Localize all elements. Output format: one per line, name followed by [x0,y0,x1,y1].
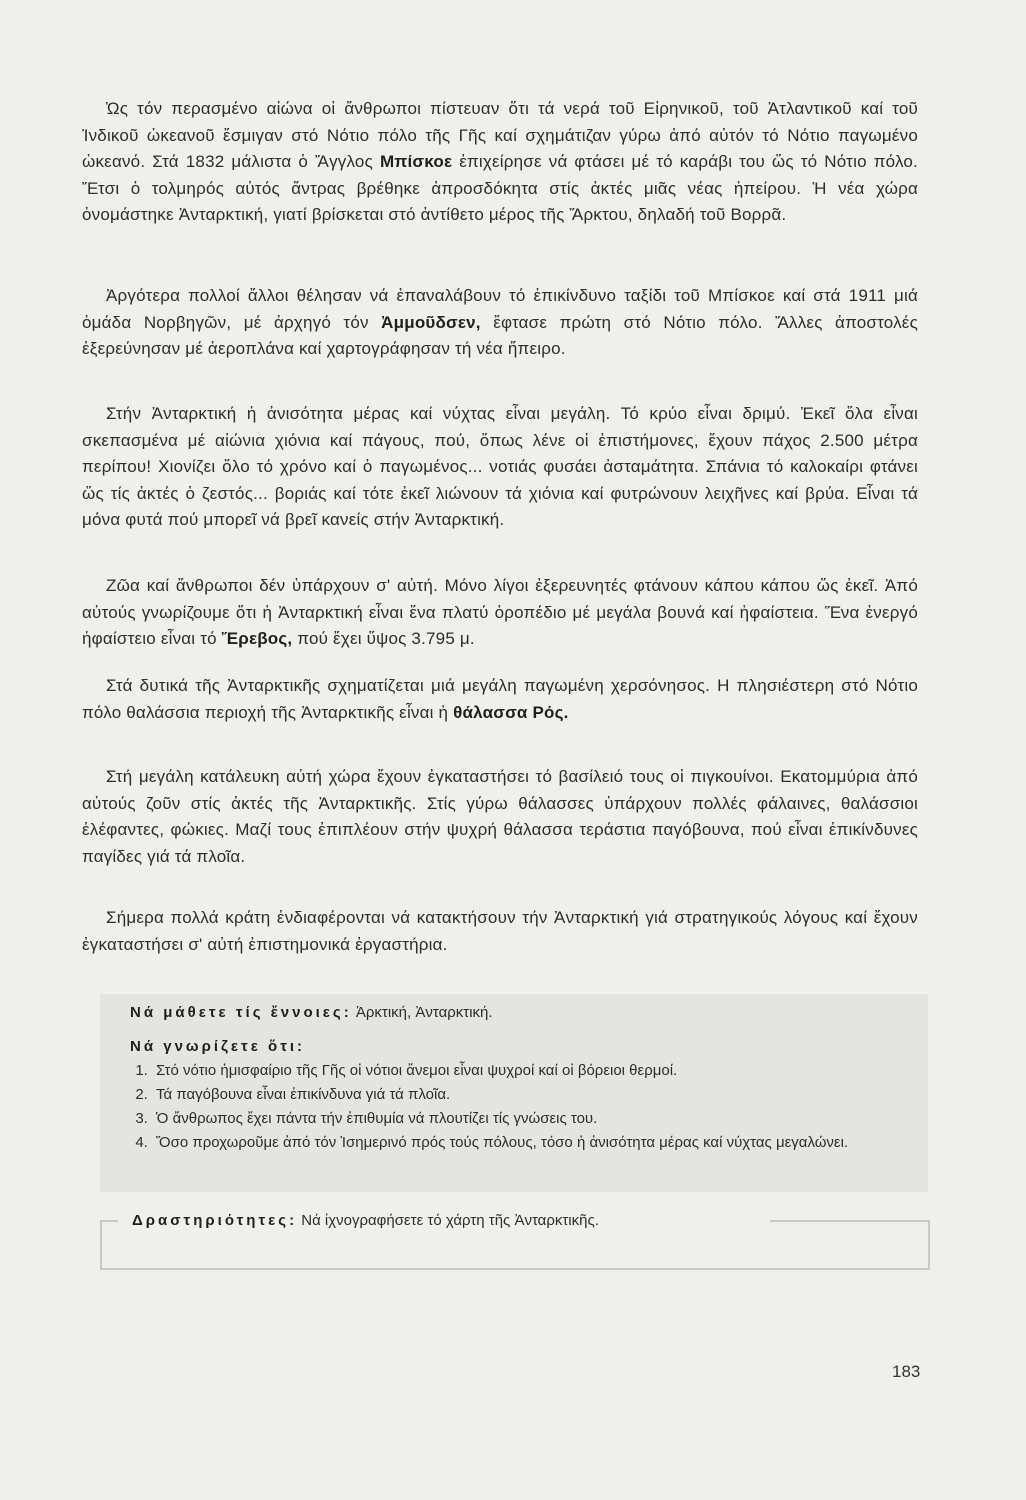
paragraph-3 [82,401,918,534]
activity-row [132,1210,599,1232]
p5-text-a: Στά δυτικά τῆς Ἀνταρκτικῆς σχηματίζεται μιά μεγάλη παγωμένη χερσόνησος. Η πλησιέστερη στό Νότιο πόλο θαλάσσια περιοχή τῆς Ἀνταρκτικῆς εἶναι ἡ [82,676,918,722]
paragraph-7 [82,905,918,958]
p4-bold-term: Ἔρεβος, [221,629,293,649]
p2-text-a: Ἀργότερα πολλοί ἄλλοι θέλησαν νά ἐπαναλάβουν τό ἐπικίνδυνο ταξίδι τοῦ Μπίσκοε καί στά 1911 μιά ὁμάδα Νορβηγῶν, μέ ἀρχηγό τόν [82,286,918,332]
p1-text-a: Ὡς τόν περασμένο αἰώνα οἱ ἄνθρωποι πίστευαν ὅτι τά νερά τοῦ Εἰρηνικοῦ, τοῦ Ἀτλαντικοῦ καί τοῦ Ἰνδικοῦ ὠκεανοῦ ἔσμιγαν στό Νότιο πόλο τῆς Γῆς καί σχημάτιζαν γύρω ἀπό αὐτόν τό Νότιο παγωμένο ὠκεανό. Στά 1832 μάλιστα ὁ Ἄγγλος [82,99,918,172]
p4-text-a: Ζῶα καί ἄνθρωποι δέν ὑπάρχουν σ' αὐτή. Μόνο λίγοι ἐξερευνητές φτάνουν κάπου κάπου ὥς ἐκεῖ. Ἀπό αὐτούς γνωρίζουμε ὅτι ἡ Ἀνταρκτική εἶναι ἕνα πλατύ ὀροπέδιο μέ μεγάλα βουνά καί ἡφαίστεια. Ἕνα ἐνεργό ἡφαίστειο εἶναι τό [82,576,918,649]
p1-text-c: ἐπιχείρησε νά φτάσει μέ τό καράβι του ὥς τό Νότιο πόλο. Ἔτσι ὁ τολμηρός αὐτός ἄντρας βρέθηκε ἀπροσδόκητα στίς ἀκτές μιᾶς νέας ἠπείρου. Ἡ νέα χώρα ὀνομάστηκε Ἀνταρκτική, γιατί βρίσκεται στό ἀντίθετο μέρος τῆς Ἄρκτου, δηλαδή τοῦ Βορρᾶ. [82,152,918,225]
paragraph-2 [82,283,918,363]
facts-list [130,1060,912,1156]
fact-item: 1. Στό νότιο ἡμισφαίριο τῆς Γῆς οἱ νότιοι ἄνεμοι εἶναι ψυχροί καί οἱ βόρειοι θερμοί. [152,1060,912,1082]
paragraph-4 [82,573,918,653]
know-label: Νά γνωρίζετε ὅτι: [130,1038,306,1055]
summary-box [100,994,928,1192]
p6-text: Στή μεγάλη κατάλευκη αὐτή χώρα ἔχουν ἐγκαταστήσει τό βασίλειό τους οἱ πιγκουίνοι. Εκατομμύρια ἀπό αὐτούς ζοῦν στίς ἀκτές τῆς Ἀνταρκτικῆς. Στίς γύρω θάλασσες ὑπάρχουν πολλές φάλαινες, θαλάσσιοι ἐλέφαντες, φώκιες. Μαζί τους ἐπιπλέουν στήν ψυχρή θάλασσα τεράστια παγόβουνα, πού εἶναι ἐπικίνδυνες παγίδες γιά τά πλοῖα. [82,767,918,866]
fact-item: 2. Τά παγόβουνα εἶναι ἐπικίνδυνα γιά τά πλοῖα. [152,1084,912,1106]
p1-bold-term: Μπίσκοε [379,152,453,172]
p2-bold-term: Ἀμμοῦδσεν, [381,312,481,332]
fact-item: 3. Ὁ ἄνθρωπος ἔχει πάντα τήν ἐπιθυμία νά πλουτίζει τίς γνώσεις του. [152,1108,912,1130]
p3-text: Στήν Ἀνταρκτική ἡ ἀνισότητα μέρας καί νύχτας εἶναι μεγάλη. Τό κρύο εἶναι δριμύ. Ἐκεῖ ὅλα εἶναι σκεπασμένα μέ αἰώνια χιόνια καί πάγους, πού, ὅπως λένε οἱ ἐπιστήμονες, ἔχουν πάχος 2.500 μέτρα περίπου! Χιονίζει ὅλο τό χρόνο καί ὁ παγωμένος... νοτιάς φυσάει ἀσταμάτητα. Σπάνια τό καλοκαίρι φτάνει ὥς τίς ἀκτές ὁ ζεστός... βοριάς καί τότε ἐκεῖ λιώνουν τά χιόνια καί φυτρώνουν λειχῆνες καί βρύα. Εἶναι τά μόνα φυτά πού μπορεῖ νά βρεῖ κανείς στήν Ἀνταρκτική. [82,404,918,530]
activity-label: Δραστηριότητες: [132,1212,298,1229]
p4-text-c: πού ἔχει ὕψος 3.795 μ. [297,629,475,649]
know-row [130,1036,305,1058]
p7-text: Σήμερα πολλά κράτη ἐνδιαφέρονται νά κατακτήσουν τήν Ἀνταρκτική γιά στρατηγικούς λόγους καί ἔχουν ἐγκαταστήσει σ' αὐτή ἐπιστημονικά ἐργαστήρια. [82,908,918,954]
p2-text-c: ἔφτασε πρώτη στό Νότιο πόλο. Ἄλλες ἀποστολές ἐξερεύνησαν μέ ἀεροπλάνα καί χαρτογράφησαν τή νέα ἤπειρο. [82,312,918,359]
p5-bold-term: θάλασσα Ρός. [453,702,569,722]
concepts-value: Ἀρκτική, Ἀνταρκτική. [355,1004,493,1021]
concepts-label: Νά μάθετε τίς ἔννοιες: [130,1004,352,1021]
concepts-row [130,1002,493,1024]
activity-box [100,1210,928,1270]
paragraph-6 [82,764,918,870]
activity-value: Νά ἰχνογραφήσετε τό χάρτη τῆς Ἀνταρκτικῆς. [301,1212,599,1229]
page-number: 183 [892,1362,921,1381]
paragraph-5 [82,673,918,726]
fact-item: 4. Ὅσο προχωροῦμε ἀπό τόν Ἰσημερινό πρός τούς πόλους, τόσο ἡ ἀνισότητα μέρας καί νύχτας μεγαλώνει. [152,1132,912,1154]
paragraph-1 [82,96,918,229]
